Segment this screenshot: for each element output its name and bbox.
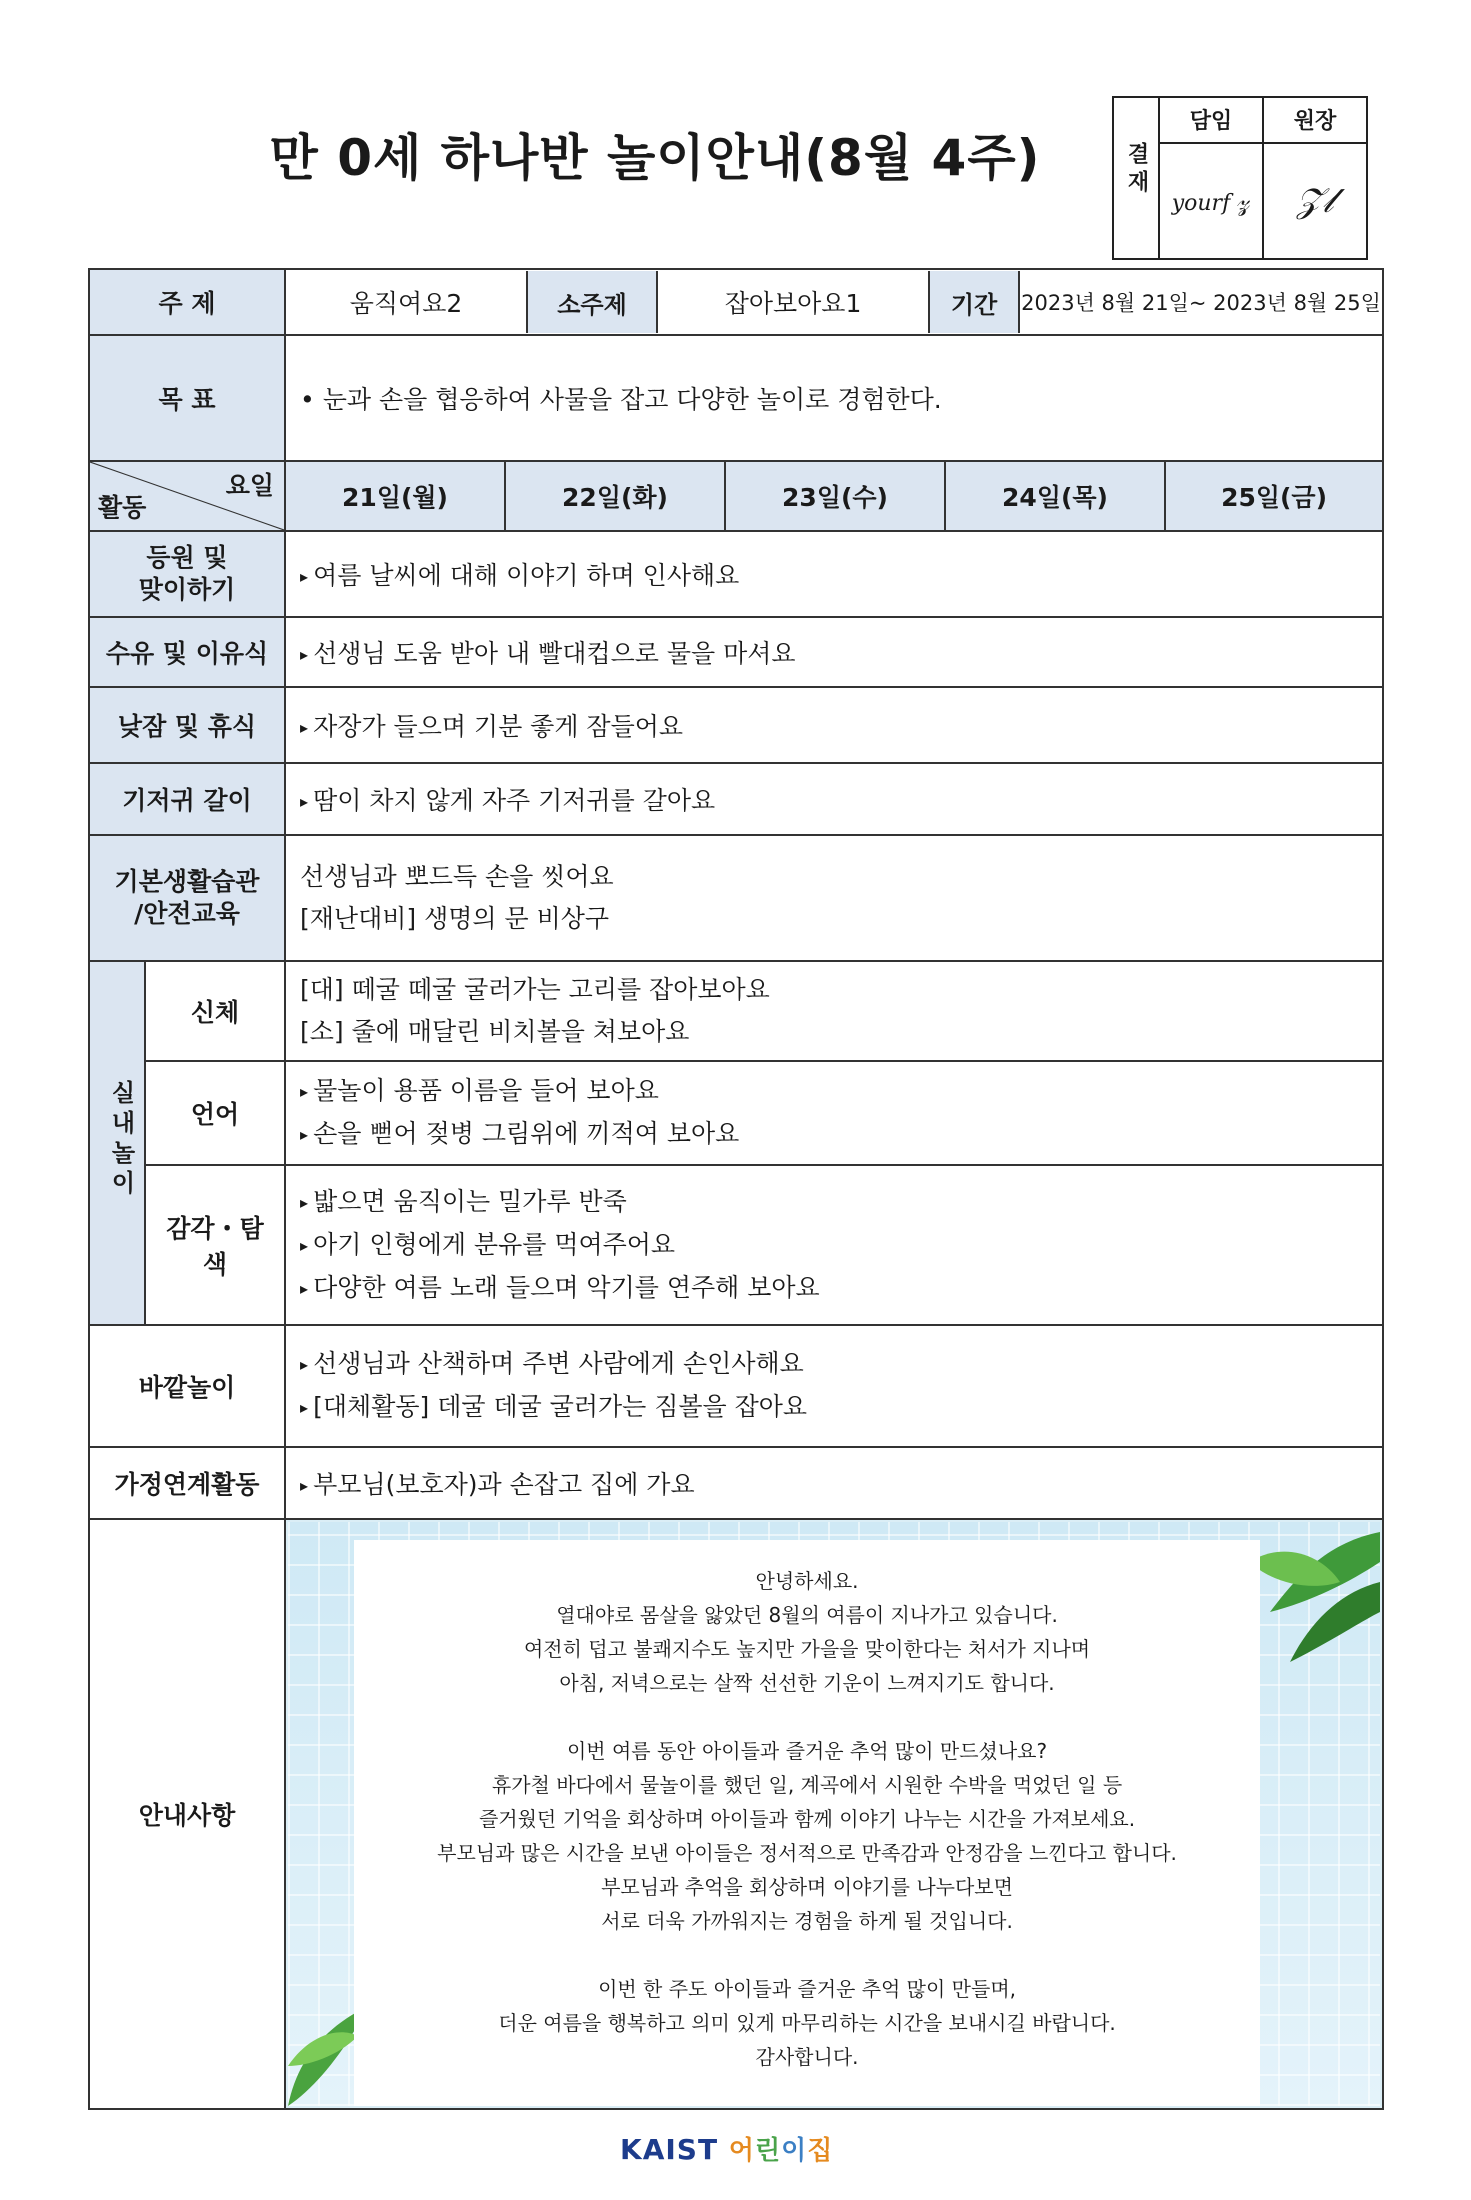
day-header-wed: 23일(수) (725, 461, 945, 531)
nap-label: 낮잠 및 휴식 (89, 687, 285, 763)
approval-director-header: 원장 (1263, 97, 1367, 143)
page-title: 만 0세 하나반 놀이안내(8월 4주) (269, 129, 1041, 187)
day-header-thu: 24일(목) (945, 461, 1165, 531)
habit-text: 선생님과 뽀드득 손을 씻어요 [재난대비] 생명의 문 비상구 (285, 835, 1383, 961)
period-label: 기간 (928, 271, 1020, 333)
language-label: 언어 (145, 1061, 285, 1165)
arrival-text: ▸ 여름 날씨에 대해 이야기 하며 인사해요 (285, 531, 1383, 617)
notice-letter: 안녕하세요. 열대야로 몸살을 앓았던 8월의 여름이 지나가고 있습니다. 여전히 덥고 불쾌지수도 높지만 가을을 맞이한다는 처서가 지나며 아침, 저녁으로는 살짝 선선한 기운이 느껴지기도 합니다. 이번 여름 동안 아이들과 즐거운 추억 많이 만드셨나요? 휴가철 바다에서 물놀이를 했던 일, 계곡에서 시원한 수박을 먹었던 일 등 즐거웠던 기억을 회상하며 아이들과 함께 이야기 나누는 시간을 가져보세요. 부모님과 많은 시간을 보낸 아이들은 정서적으로 만족감과 안정감을 느낀다고 합니다. 부모님과 추억을 회상하며 이야기를 나누다보면 서로 더욱 가까워지는 경험을 하게 될 것입니다. 이번 한 주도 아이들과 즐거운 추억 많이 만들며, 더운 여름을 행복하고 의미 있게 마무리하는 시간을 보내시길 바랍니다. 감사합니다. (354, 1540, 1260, 2106)
diaper-text: ▸ 땀이 차지 않게 자주 기저귀를 갈아요 (285, 763, 1383, 835)
meal-text: ▸ 선생님 도움 받아 내 빨대컵으로 물을 마셔요 (285, 617, 1383, 687)
day-header-tue: 22일(화) (505, 461, 725, 531)
subtheme-label: 소주제 (526, 271, 658, 333)
subtheme-value: 잡아보아요1 (724, 289, 862, 318)
home-text: ▸ 부모님(보호자)과 손잡고 집에 가요 (285, 1447, 1383, 1519)
sensory-label: 감각・탐색 (145, 1165, 285, 1325)
meal-label: 수유 및 이유식 (89, 617, 285, 687)
home-label: 가정연계활동 (89, 1447, 285, 1519)
theme-label: 주 제 (89, 269, 285, 335)
day-header-fri: 25일(금) (1165, 461, 1383, 531)
sensory-text: ▸ 밟으면 움직이는 밀가루 반죽 ▸ 아기 인형에게 분유를 먹여주어요 ▸ 다양한 여름 노래 들으며 악기를 연주해 보아요 (285, 1165, 1383, 1325)
day-activity-corner: 요일 활동 (89, 461, 285, 531)
approval-box (1112, 96, 1368, 260)
goal-label: 목 표 (89, 335, 285, 461)
language-text: ▸ 물놀이 용품 이름을 들어 보아요 ▸ 손을 뻗어 젖병 그림위에 끼적여 보아요 (285, 1061, 1383, 1165)
notice-panel (285, 1519, 1383, 2109)
notice-label: 안내사항 (89, 1519, 285, 2109)
arrival-label: 등원 및 맞이하기 (89, 531, 285, 617)
teacher-signature: yourf 𝓏 (1159, 143, 1263, 259)
approval-side-label: 결재 (1113, 97, 1159, 259)
period-value: 2023년 8월 21일~ 2023년 8월 25일 (1021, 291, 1381, 315)
weekly-plan-table (88, 268, 1384, 2110)
diaper-label: 기저귀 갈이 (89, 763, 285, 835)
habit-label: 기본생활습관 /안전교육 (89, 835, 285, 961)
director-signature: 𝒵𝓁 (1263, 143, 1367, 259)
approval-teacher-header: 담임 (1159, 97, 1263, 143)
kaist-kindergarten-logo: KAIST 어린이집 (620, 2133, 834, 2166)
theme-value: 움직여요2 (349, 289, 463, 318)
day-header-mon: 21일(월) (285, 461, 505, 531)
outdoor-label: 바깥놀이 (89, 1325, 285, 1447)
goal-text: • 눈과 손을 협응하여 사물을 잡고 다양한 놀이로 경험한다. (285, 335, 1383, 461)
physical-label: 신체 (145, 961, 285, 1061)
nap-text: ▸ 자장가 들으며 기분 좋게 잠들어요 (285, 687, 1383, 763)
outdoor-text: ▸ 선생님과 산책하며 주변 사람에게 손인사해요 ▸ [대체활동] 데굴 데굴 굴러가는 짐볼을 잡아요 (285, 1325, 1383, 1447)
physical-text: [대] 떼굴 떼굴 굴러가는 고리를 잡아보아요 [소] 줄에 매달린 비치볼을 쳐보아요 (285, 961, 1383, 1061)
indoor-label: 실내놀이 (89, 961, 145, 1325)
